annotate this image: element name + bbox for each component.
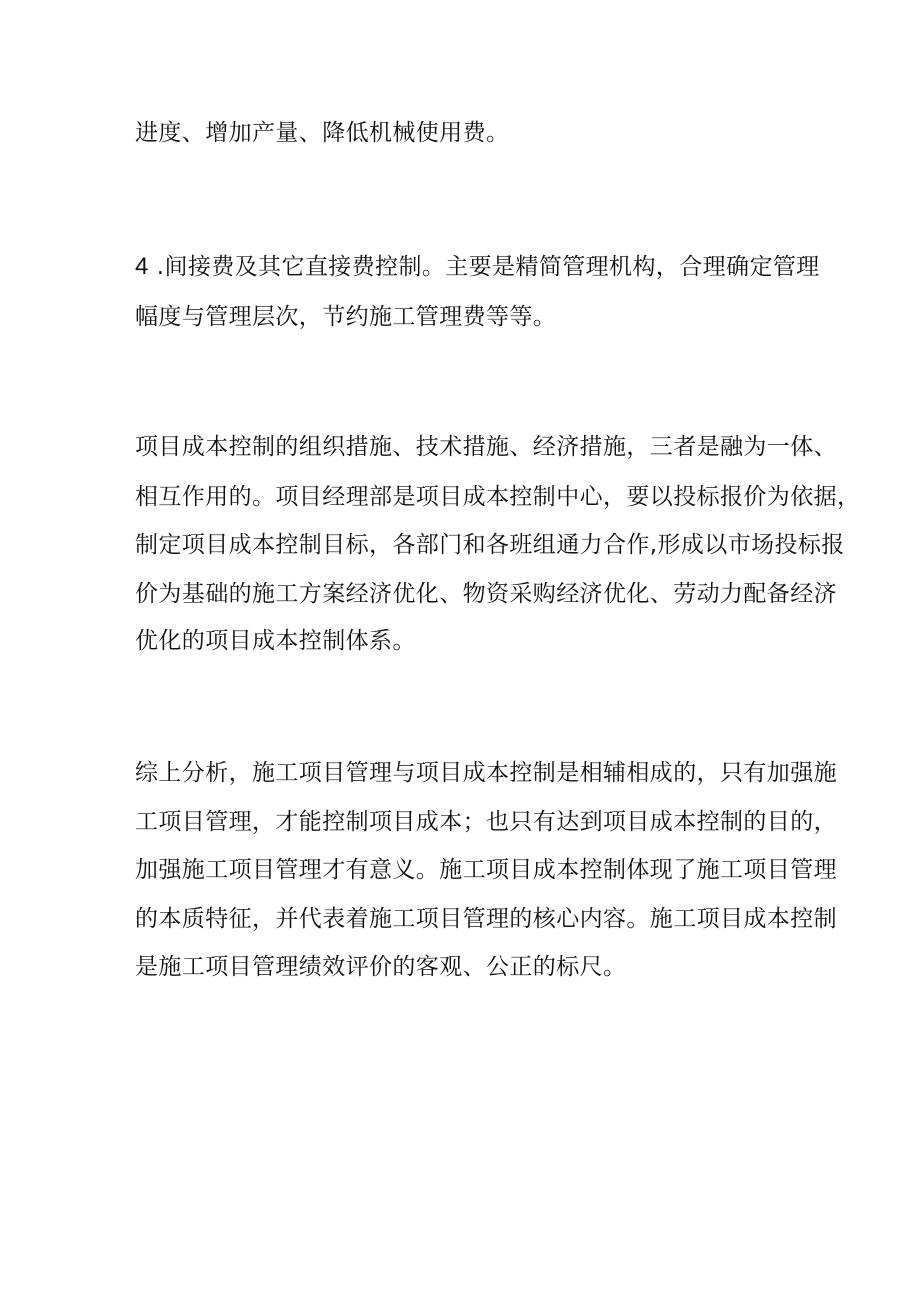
item-number: 4 [135,253,149,280]
paragraph-line: 工项目管理，才能控制项目成本；也只有达到项目成本控制的目的， [135,809,837,835]
paragraph-line: 加强施工项目管理才有意义。施工项目成本控制体现了施工项目管理 [135,857,837,883]
item-text: .间接费及其它直接费控制。主要是精简管理机构，合理确定管理 [156,254,820,280]
paragraph-line: 的本质特征，并代表着施工项目管理的核心内容。施工项目成本控制 [135,906,837,932]
paragraph-line: 优化的项目成本控制体系。 [135,628,416,654]
paragraph-line: 综上分析，施工项目管理与项目成本控制是相辅相成的，只有加强施 [135,760,837,786]
paragraph-line: 制定项目成本控制目标，各部门和各班组通力合作,形成以市场投标报 [135,532,845,558]
paragraph-line: 相互作用的。项目经理部是项目成本控制中心，要以投标报价为依据， [135,484,861,510]
paragraph-line: 是施工项目管理绩效评价的客观、公正的标尺。 [135,954,627,980]
paragraph-line: 项目成本控制的组织措施、技术措施、经济措施，三者是融为一体、 [135,434,837,460]
paragraph-line: 价为基础的施工方案经济优化、物资采购经济优化、劳动力配备经济 [135,581,837,607]
paragraph-line: 幅度与管理层次，节约施工管理费等等。 [135,304,557,330]
paragraph-line: 进度、增加产量、降低机械使用费。 [135,120,510,146]
paragraph-line [135,252,835,282]
